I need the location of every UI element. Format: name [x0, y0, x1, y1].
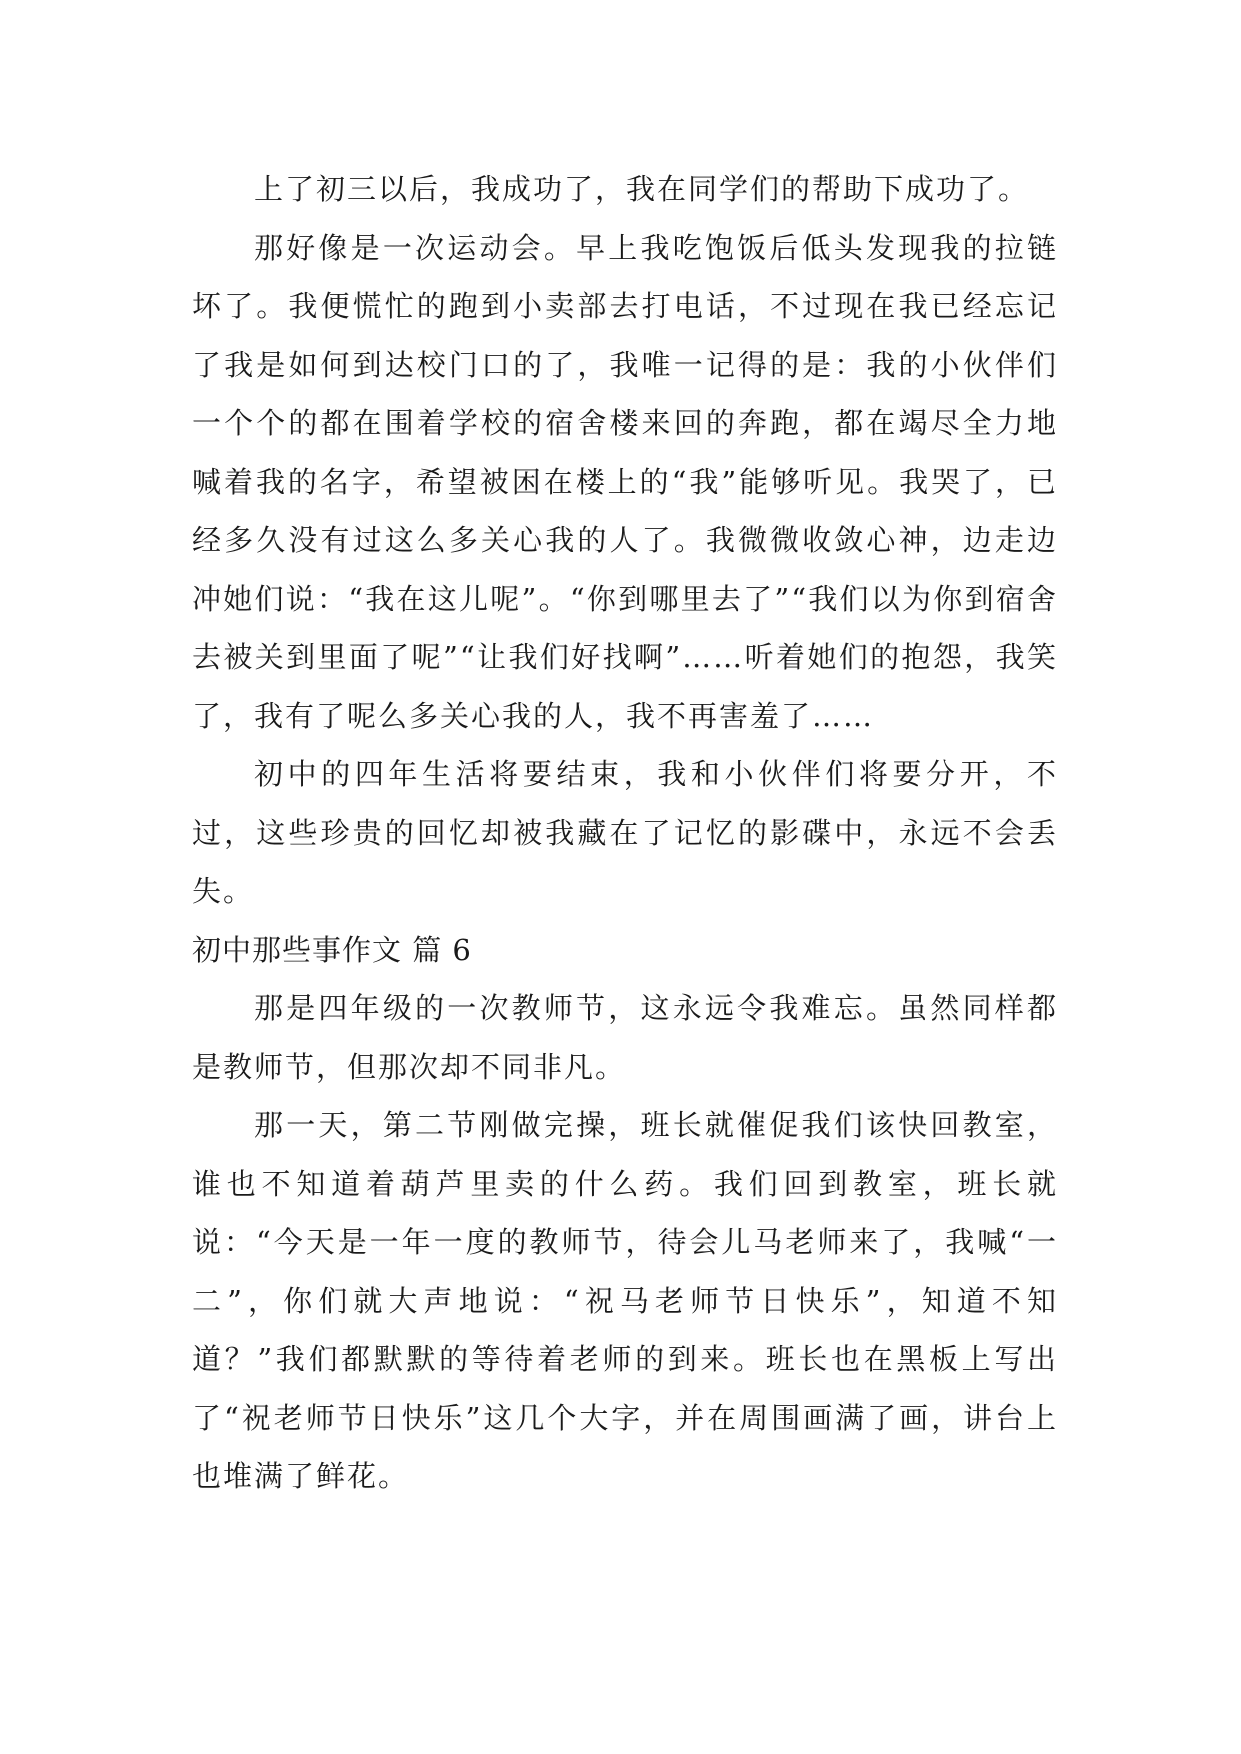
paragraph: 上了初三以后，我成功了，我在同学们的帮助下成功了。 — [254, 172, 1030, 206]
paragraph: 初中的四年生活将要结束，我和小伙伴们将要分开，不过，这些珍贵的回忆却被我藏在了记忆的影碟中，永远不会丢失。 — [192, 757, 1058, 908]
section-title: 初中那些事作文 篇 6 — [192, 932, 472, 967]
paragraph: 那是四年级的一次教师节，这永远令我难忘。虽然同样都是教师节，但那次却不同非凡。 — [192, 991, 1058, 1084]
paragraph: 那一天，第二节刚做完操，班长就催促我们该快回教室，谁也不知道着葫芦里卖的什么药。我们回到教室，班长就说：“今天是一年一度的教师节，待会儿马老师来了，我喊“一二”，你们就大声地说：“祝马老师节日快乐”，知道不知道？”我们都默默的等待着老师的到来。班长也在黑板上写出了“祝老师节日快乐”这几个大字，并在周围画满了画，讲台上也堆满了鲜花。 — [192, 1108, 1058, 1493]
document-body — [192, 160, 1058, 1506]
paragraph: 那好像是一次运动会。早上我吃饱饭后低头发现我的拉链坏了。我便慌忙的跑到小卖部去打电话，不过现在我已经忘记了我是如何到达校门口的了，我唯一记得的是：我的小伙伴们一个个的都在围着学校的宿舍楼来回的奔跑，都在竭尽全力地喊着我的名字，希望被困在楼上的“我”能够听见。我哭了，已经多久没有过这么多关心我的人了。我微微收敛心神，边走边冲她们说：“我在这儿呢”。“你到哪里去了”“我们以为你到宿舍去被关到里面了呢”“让我们好找啊”……听着她们的抱怨，我笑了，我有了呢么多关心我的人，我不再害羞了…… — [192, 230, 1058, 733]
